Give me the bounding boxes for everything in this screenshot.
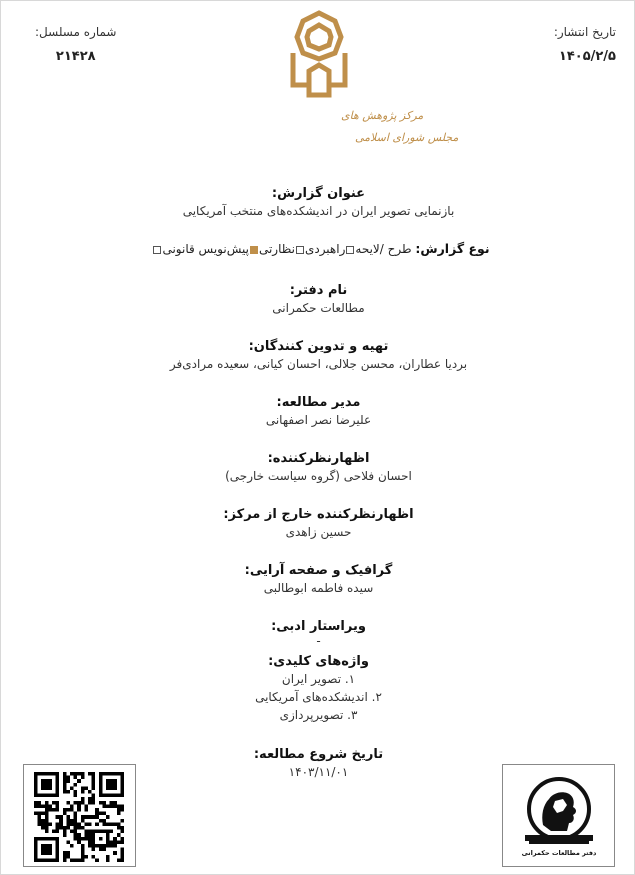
report-type-option-label: طرح /لایحه	[355, 242, 412, 256]
keyword-item: ۳. تصویرپردازی	[279, 708, 358, 722]
graphics-section	[61, 562, 576, 597]
checkbox-checked	[250, 246, 258, 254]
keywords-section	[61, 653, 576, 724]
graphics-label: گرافیک و صفحه آرایی:	[244, 563, 393, 578]
start-date-section	[61, 746, 576, 781]
report-type-label: نوع گزارش:	[415, 241, 490, 256]
report-type-option	[249, 242, 295, 256]
report-type-row	[121, 241, 521, 256]
publish-date-block	[554, 25, 616, 64]
reviewer-value: احسان فلاحی (گروه سیاست خارجی)	[225, 469, 412, 483]
checkbox	[153, 246, 161, 254]
office-section	[61, 282, 576, 317]
reviewer-label: اظهارنظرکننده:	[267, 451, 370, 466]
serial-number-block	[35, 25, 117, 64]
authors-label: تهیه و تدوین کنندگان:	[248, 339, 389, 354]
manager-value: علیرضا نصر اصفهانی	[265, 413, 372, 427]
office-label: نام دفتر:	[289, 283, 348, 298]
logo-text-line1: مرکز پژوهش های	[341, 109, 424, 122]
serial-number-label: شماره مسلسل:	[35, 25, 117, 39]
office-value: مطالعات حکمرانی	[272, 301, 365, 315]
report-type-option	[345, 242, 411, 256]
report-title-label: عنوان گزارش:	[271, 186, 366, 201]
reviewer-section	[61, 450, 576, 485]
keywords-label: واژه‌های کلیدی:	[268, 654, 369, 669]
external-reviewer-value: حسین زاهدی	[285, 525, 352, 539]
report-type-option-label: پیش‌نویس قانونی	[162, 242, 249, 256]
editor-section	[61, 618, 576, 647]
external-reviewer-section	[61, 506, 576, 541]
editor-label: ویراستار ادبی:	[271, 619, 366, 634]
start-date-label: تاریخ شروع مطالعه:	[253, 747, 384, 762]
report-title-section	[61, 185, 576, 220]
report-type-option	[152, 242, 249, 256]
authors-section	[61, 338, 576, 373]
majlis-research-center-logo	[269, 7, 459, 167]
checkbox	[296, 246, 304, 254]
keyword-item: ۱. تصویر ایران	[281, 672, 356, 686]
external-reviewer-label: اظهارنظرکننده خارج از مرکز:	[223, 507, 414, 522]
report-title-value: بازنمایی تصویر ایران در اندیشکده‌های منتخب آمریکایی	[182, 204, 455, 218]
office-seal-emblem	[517, 771, 601, 861]
manager-label: مدیر مطالعه:	[276, 395, 361, 410]
logo-text-line2: مجلس شورای اسلامی	[355, 131, 459, 144]
publish-date-label: تاریخ انتشار:	[553, 25, 616, 39]
authors-value: بردیا عطاران، محسن جلالی، احسان کیانی، سعیده مرادی‌فر	[169, 357, 468, 371]
office-seal-frame	[502, 764, 615, 867]
qr-code-frame	[23, 764, 136, 867]
manager-section	[61, 394, 576, 429]
qr-code	[34, 772, 124, 862]
report-type-option-label: نظارتی	[258, 242, 295, 256]
report-type-option-label: راهبردی	[304, 242, 346, 256]
serial-number-value: ۲۱۴۲۸	[55, 49, 96, 64]
publish-date-value: ۱۴۰۵/۲/۵	[558, 49, 616, 64]
start-date-value: ۱۴۰۳/۱۱/۰۱	[288, 765, 349, 779]
seal-caption: دفتر مطالعات حکمرانی	[521, 849, 597, 857]
checkbox	[346, 246, 354, 254]
keyword-item: ۲. اندیشکده‌های آمریکایی	[255, 690, 382, 704]
editor-value: -	[316, 634, 321, 648]
report-type-option	[295, 242, 345, 256]
graphics-value: سیده فاطمه ابوطالبی	[263, 581, 374, 595]
